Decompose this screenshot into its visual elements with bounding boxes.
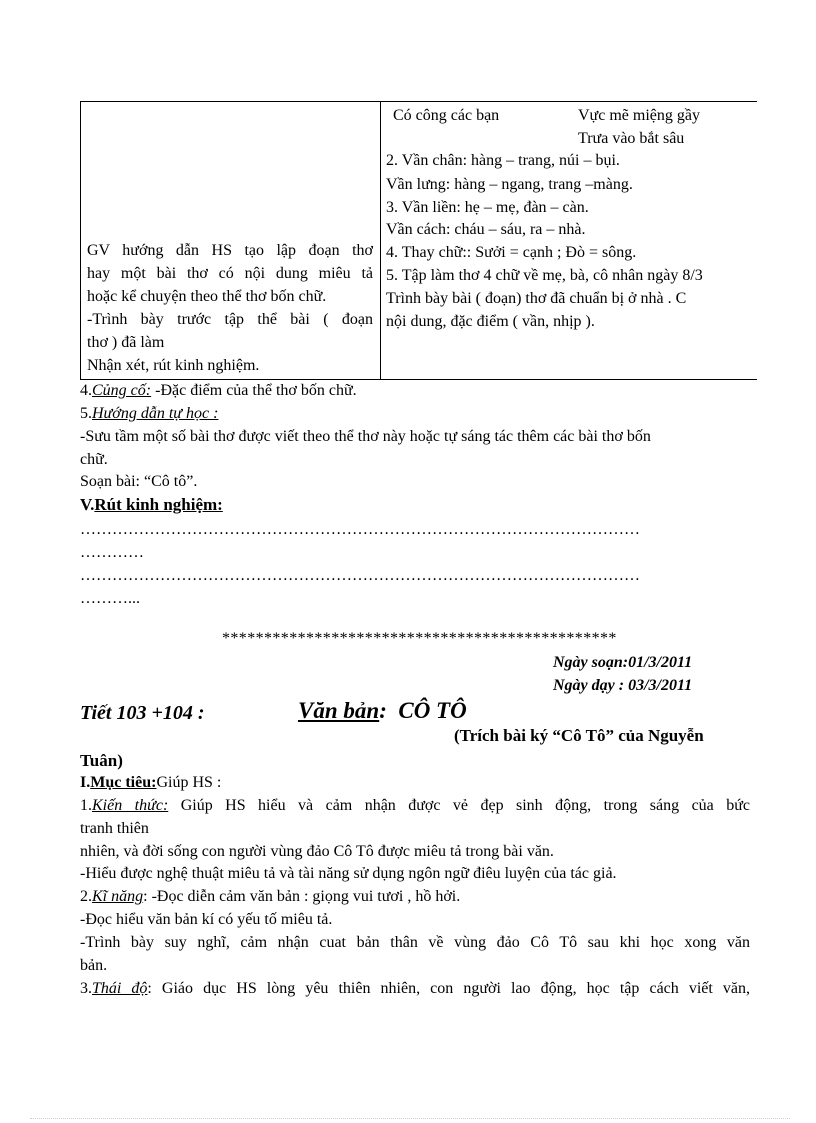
section-number: I. — [80, 774, 91, 791]
table-left-line: Nhận xét, rút kinh nghiệm. — [87, 357, 260, 374]
table-left-line: thơ ) đã làm — [87, 334, 165, 351]
section-consolidation — [80, 381, 357, 401]
table-right-line: 5. Tập làm thơ 4 chữ về mẹ, bà, cô nhân ngày 8/3 — [386, 267, 703, 284]
paragraph-line: chữ. — [80, 451, 108, 468]
section-number: 1. — [80, 797, 92, 814]
objectives-heading — [80, 773, 221, 793]
section-number: 5. — [80, 405, 92, 422]
table-column-divider — [380, 102, 381, 379]
section-text: Giúp HS hiểu và cảm nhận được vẻ đẹp sinh động, trong sáng của bức — [168, 797, 750, 814]
text-colon: : — [379, 698, 387, 723]
table-right-line: 3. Vần liền: hẹ – mẹ, đàn – càn. — [386, 199, 589, 216]
paragraph-line: -Hiểu được nghệ thuật miêu tả và tài năng sử dụng ngôn ngữ điêu luyện của tác giả. — [80, 865, 617, 882]
section-number: 2. — [80, 888, 92, 905]
paragraph-line: bản. — [80, 957, 108, 974]
poem-line: Có công các bạn — [393, 107, 500, 124]
section-experience — [80, 495, 223, 515]
table-right-line: Trình bày bài ( đoạn) thơ đã chuẩn bị ở nhà . C — [386, 290, 687, 307]
paragraph-line: tranh thiên — [80, 820, 149, 837]
table-left-line: hoặc kể chuyện theo thể thơ bốn chữ. — [87, 288, 327, 305]
paragraph-line: nhiên, và đời sống con người vùng đảo Cô Tô được miêu tả trong bài văn. — [80, 843, 554, 860]
separator-stars: *********************************************** — [222, 630, 617, 647]
lesson-name: CÔ TÔ — [398, 698, 467, 723]
paragraph-line: -Sưu tầm một số bài thơ được viết theo thể thơ này hoặc tự sáng tác thêm các bài thơ bốn — [80, 428, 651, 445]
excerpt-note: (Trích bài ký “Cô Tô” của Nguyễn — [454, 726, 704, 745]
table-right-line: 2. Vần chân: hàng – trang, núi – bụi. — [386, 152, 620, 169]
poem-line: Trưa vào bắt sâu — [578, 130, 685, 147]
table-left-line: hay một bài thơ có nội dung miêu tả — [87, 265, 373, 282]
section-label: Kĩ năng — [92, 888, 144, 905]
section-label: Thái độ — [92, 980, 148, 997]
table-right-line: 4. Thay chữ:: Sưởi = cạnh ; Đò = sông. — [386, 244, 637, 261]
section-self-study — [80, 404, 218, 424]
paragraph-line: Soạn bài: “Cô tô”. — [80, 473, 198, 490]
knowledge-line — [80, 796, 750, 816]
prep-date: Ngày soạn:01/3/2011 — [553, 654, 693, 671]
table-left-line: -Trình bày trước tập thể bài ( đoạn — [87, 311, 373, 328]
table-left-line: GV hướng dẫn HS tạo lập đoạn thơ — [87, 242, 373, 259]
dotted-line: ………... — [80, 590, 140, 607]
section-text: : Giáo dục HS lòng yêu thiên nhiên, con người lao động, học tập cách viết văn, — [147, 980, 751, 997]
section-label: Rút kinh nghiệm: — [94, 495, 223, 514]
section-label: Hướng dẫn tự học : — [92, 405, 219, 422]
section-text: Giúp HS : — [156, 774, 222, 791]
teach-date: Ngày dạy : 03/3/2011 — [553, 677, 693, 694]
skills-line — [80, 887, 460, 907]
lesson-title — [298, 697, 467, 725]
section-text: -Đặc điểm của thể thơ bốn chữ. — [151, 382, 357, 399]
dotted-line: ………… — [80, 544, 144, 561]
attitude-line — [80, 979, 750, 999]
table-right-line: Vần lưng: hàng – ngang, trang –màng. — [386, 176, 633, 193]
paragraph-line: -Trình bày suy nghĩ, cảm nhận cuat bản thân về vùng đảo Cô Tô sau khi học xong văn — [80, 934, 750, 951]
poem-line: Vực mẽ miệng gầy — [578, 107, 700, 124]
table-right-line: Vần cách: cháu – sáu, ra – nhà. — [386, 221, 586, 238]
section-number: V. — [80, 495, 95, 514]
paragraph-line: -Đọc hiểu văn bản kí có yếu tố miêu tả. — [80, 911, 333, 928]
section-label: Củng cố: — [92, 382, 152, 399]
section-number: 3. — [80, 980, 92, 997]
table-right-line: nội dung, đặc điểm ( vần, nhịp ). — [386, 313, 595, 330]
section-number: 4. — [80, 382, 92, 399]
dotted-line: …………………………………………………………………………………………… — [80, 521, 640, 538]
section-label: Kiến thức: — [92, 797, 169, 814]
lesson-period: Tiết 103 +104 : — [80, 702, 205, 724]
dotted-line: …………………………………………………………………………………………… — [80, 567, 640, 584]
section-text: : -Đọc diễn cảm văn bản : giọng vui tươi , hồ hởi. — [143, 888, 461, 905]
page-footer-line — [30, 1118, 790, 1119]
section-label: Mục tiêu: — [90, 774, 157, 791]
text-label: Văn bản — [298, 698, 380, 723]
excerpt-note-cont: Tuân) — [80, 751, 123, 770]
